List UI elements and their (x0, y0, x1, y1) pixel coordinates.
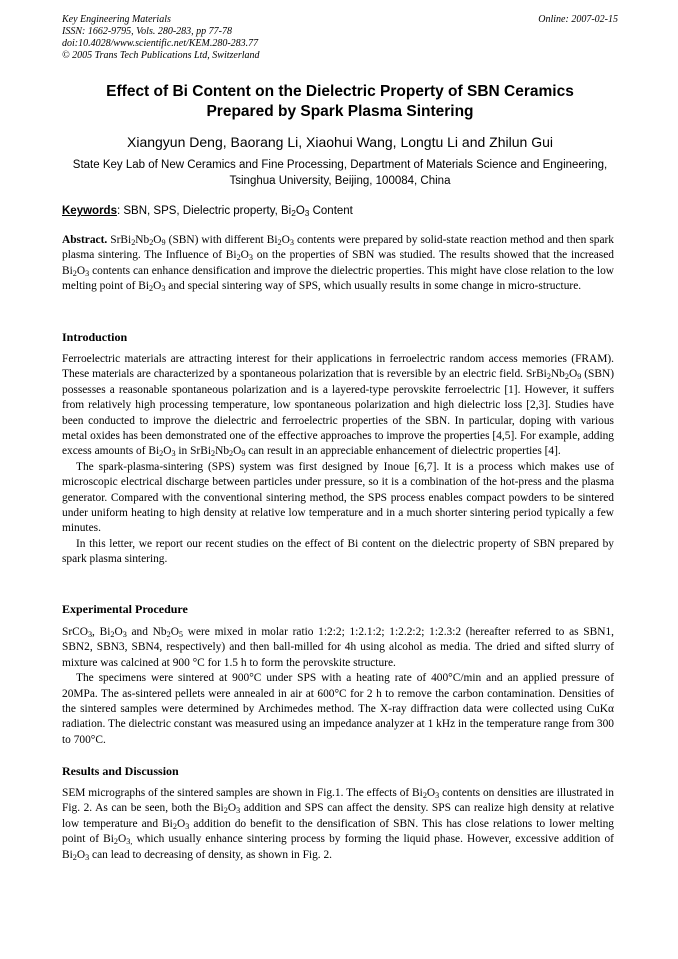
experimental-section (62, 625, 614, 748)
journal-header (62, 14, 618, 62)
copyright-line: © 2005 Trans Tech Publications Ltd, Switzerland (62, 50, 260, 61)
author-list: Xiangyun Deng, Baorang Li, Xiaohui Wang, Longtu Li and Zhilun Gui (127, 134, 553, 150)
experimental-heading: Experimental Procedure (62, 602, 188, 616)
results-heading: Results and Discussion (62, 764, 179, 778)
affiliation: State Key Lab of New Ceramics and Fine Processing, Department of Materials Science and Engineering, Tsinghua University, Beijing, 100084, China (72, 159, 608, 187)
abstract (62, 233, 614, 295)
introduction-section (62, 352, 614, 568)
title-line-2: Prepared by Spark Plasma Sintering (206, 103, 474, 120)
experimental-paragraph-2: The specimens were sintered at 900°C under SPS with a heating rate of 400°C/min and an applied pressure of 20MPa. The as-sintered pellets were annealed in air at 600°C for 2 h to remove the carbon contamination. Densities of the sintered samples were determined by Archimedes method. The X-ray diffraction data were collected using CuKα radiation. The dielectric constant was measured using an impedance analyzer at 1 kHz in the temperature range from 300 to 700°C. (62, 672, 614, 746)
abstract-paragraph: Abstract. $SrBi_2Nb_2O_9$ (SBN) with different $Bi_2O_3$ contents were prepared by solid-state reaction method and then spark plasma sintering. The Influence of $Bi_2O_3$ on the properties of SBN was studied. The results showed that the increased $Bi_2O_3$ contents can enhance densification and improve the dielectric properties. This might have close relation to the low melting point of $Bi_2O_3$ and special sintering way of SPS, which usually results in some change in micro-structure. (62, 234, 614, 294)
intro-paragraph-3: In this letter, we report our recent studies on the effect of Bi content on the dielectric property of SBN prepared by spark plasma sintering. (62, 537, 614, 566)
intro-paragraph-1: Ferroelectric materials are attracting interest for their applications in ferroelectric random access memories (FRAM). These materials are characterized by a spontaneous polarization that is reversible by an electric field. $SrBi_2Nb_2O_9$ (SBN) possesses a reasonable spontaneous polarization and is a layered-type perovskite ferroelectric [1]. However, it suffers from relatively high processing temperature, low spontaneous polarization and high dielectric loss [2,3]. Studies have been conducted to improve the dielectric and ferroelectric properties of the SBN. In particular, doping with various metal oxides has been demonstrated one of the effective approaches to improve the properties [4,5]. For example, adding excess amounts of $Bi_2O_3$ in $SrBi_2Nb_2O_9$ can result in an appreciable enhancement of dielectric properties [4]. (62, 353, 614, 459)
abstract-label: Abstract. (62, 234, 108, 246)
paper-title (62, 82, 618, 122)
online-date: Online: 2007-02-15 (538, 14, 618, 25)
results-paragraph-1: SEM micrographs of the sintered samples are shown in Fig.1. The effects of $Bi_2O_3$ contents on densities are illustrated in Fig. 2. As can be seen, both the $Bi_2O_3$ addition and SPS can affect the density. SPS can realize high density at relative low temperature and $Bi_2O_3$ addition do benefit to the densification of SBN. This has close relations to lower melting point of $Bi_2O_{3,}$ which usually enhance sintering process by forming the liquid phase. However, excessive addition of $Bi_2O_3$ can lead to decreasing of density, as shown in Fig. 2. (62, 787, 614, 862)
title-line-1: Effect of Bi Content on the Dielectric Property of SBN Ceramics (106, 83, 574, 100)
experimental-paragraph-1: SrCO$_3$, $Bi_2O_3$ and $Nb_2O_5$ were mixed in molar ratio 1:2:2; 1:2.1:2; 1:2.2:2; 1:2.3:2 (hereafter referred to as SBN1, SBN2, SBN3, SBN4, respectively) and then ball-milled for 4h using alcohol as media. The dried and sifted slurry of mixture was calcined at 900 °C for 1.5 h to form the perovskite structure. (62, 626, 614, 669)
keywords: Keywords: SBN, SPS, Dielectric property, $Bi_2O_3$ Content (62, 205, 353, 219)
results-section (62, 786, 614, 863)
intro-paragraph-2: The spark-plasma-sintering (SPS) system was first designed by Inoue [6,7]. It is a process which makes use of microscopic electrical discharge between particles under pressure, so it is a combination of the hot-press and the plasma generator. Compared with the conventional sintering method, the SPS process enables compact powders to be sintered under uniform heating to high density at relative low temperature and in a much shorter sintering period typically a few minutes. (62, 460, 614, 535)
introduction-heading: Introduction (62, 330, 128, 344)
doi-line: doi:10.4028/www.scientific.net/KEM.280-283.77 (62, 38, 259, 49)
issn-line: ISSN: 1662-9795, Vols. 280-283, pp 77-78 (62, 26, 232, 37)
keywords-label: Keywords (62, 205, 117, 217)
journal-name: Key Engineering Materials (62, 14, 171, 25)
